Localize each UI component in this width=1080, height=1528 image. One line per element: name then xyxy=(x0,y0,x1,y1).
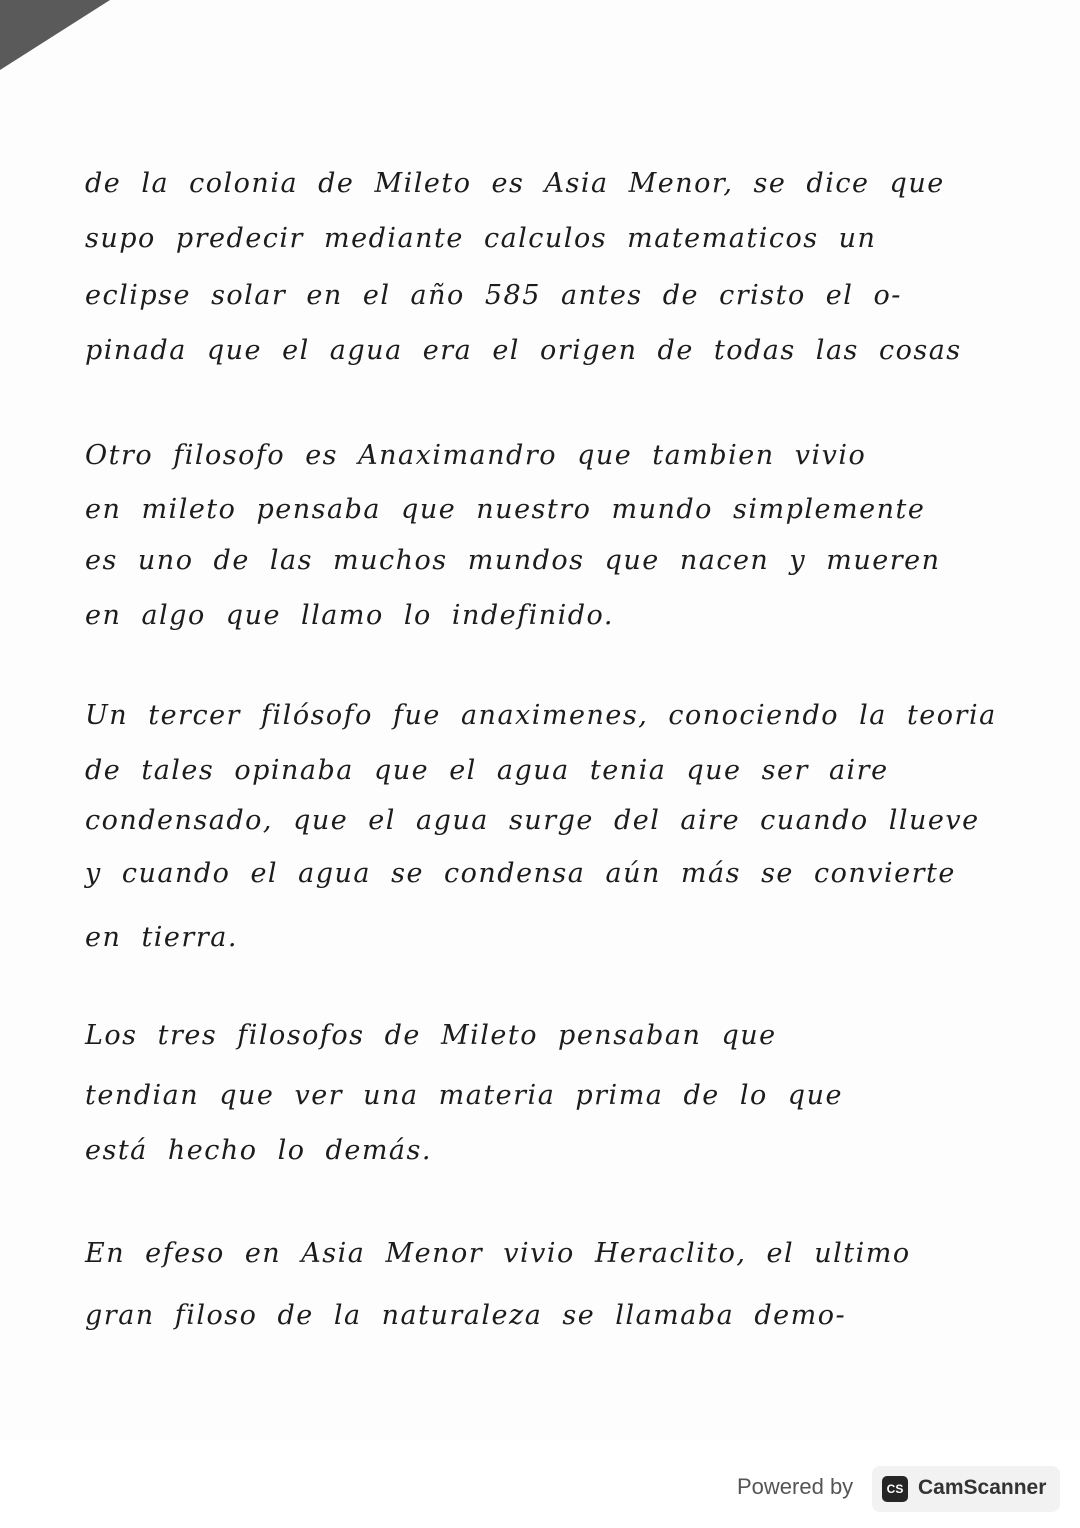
handwritten-line: de tales opinaba que el agua tenia que ser aire xyxy=(85,755,889,786)
camscanner-brand: CamScanner xyxy=(918,1476,1047,1499)
handwritten-line: Un tercer filósofo fue anaximenes, conociendo la teoria xyxy=(85,700,997,731)
handwritten-line: gran filoso de la naturaleza se llamaba demo- xyxy=(85,1300,847,1331)
handwritten-line: eclipse solar en el año 585 antes de cristo el o- xyxy=(85,280,902,311)
handwritten-line: supo predecir mediante calculos matematicos un xyxy=(85,223,877,254)
powered-by-label: Powered by xyxy=(737,1474,854,1499)
handwritten-line: en tierra. xyxy=(85,922,238,953)
handwritten-line: es uno de las muchos mundos que nacen y mueren xyxy=(85,545,941,576)
page-corner-fold xyxy=(0,0,110,70)
handwritten-line: tendian que ver una materia prima de lo que xyxy=(85,1080,843,1111)
handwritten-line: y cuando el agua se condensa aún más se convierte xyxy=(85,858,956,889)
handwritten-line: condensado, que el agua surge del aire cuando llueve xyxy=(85,805,980,836)
handwritten-line: en mileto pensaba que nuestro mundo simplemente xyxy=(85,494,926,525)
handwritten-line: de la colonia de Mileto es Asia Menor, se dice que xyxy=(85,168,945,199)
handwritten-line: Otro filosofo es Anaximandro que tambien vivio xyxy=(85,440,867,471)
handwritten-line: Los tres filosofos de Mileto pensaban que xyxy=(85,1020,777,1051)
camscanner-logo-icon: CS xyxy=(882,1476,908,1502)
handwritten-line: pinada que el agua era el origen de todas las cosas xyxy=(85,335,962,366)
handwritten-line: está hecho lo demás. xyxy=(85,1135,432,1166)
handwritten-line: En efeso en Asia Menor vivio Heraclito, el ultimo xyxy=(85,1238,911,1269)
handwritten-line: en algo que llamo lo indefinido. xyxy=(85,600,614,631)
